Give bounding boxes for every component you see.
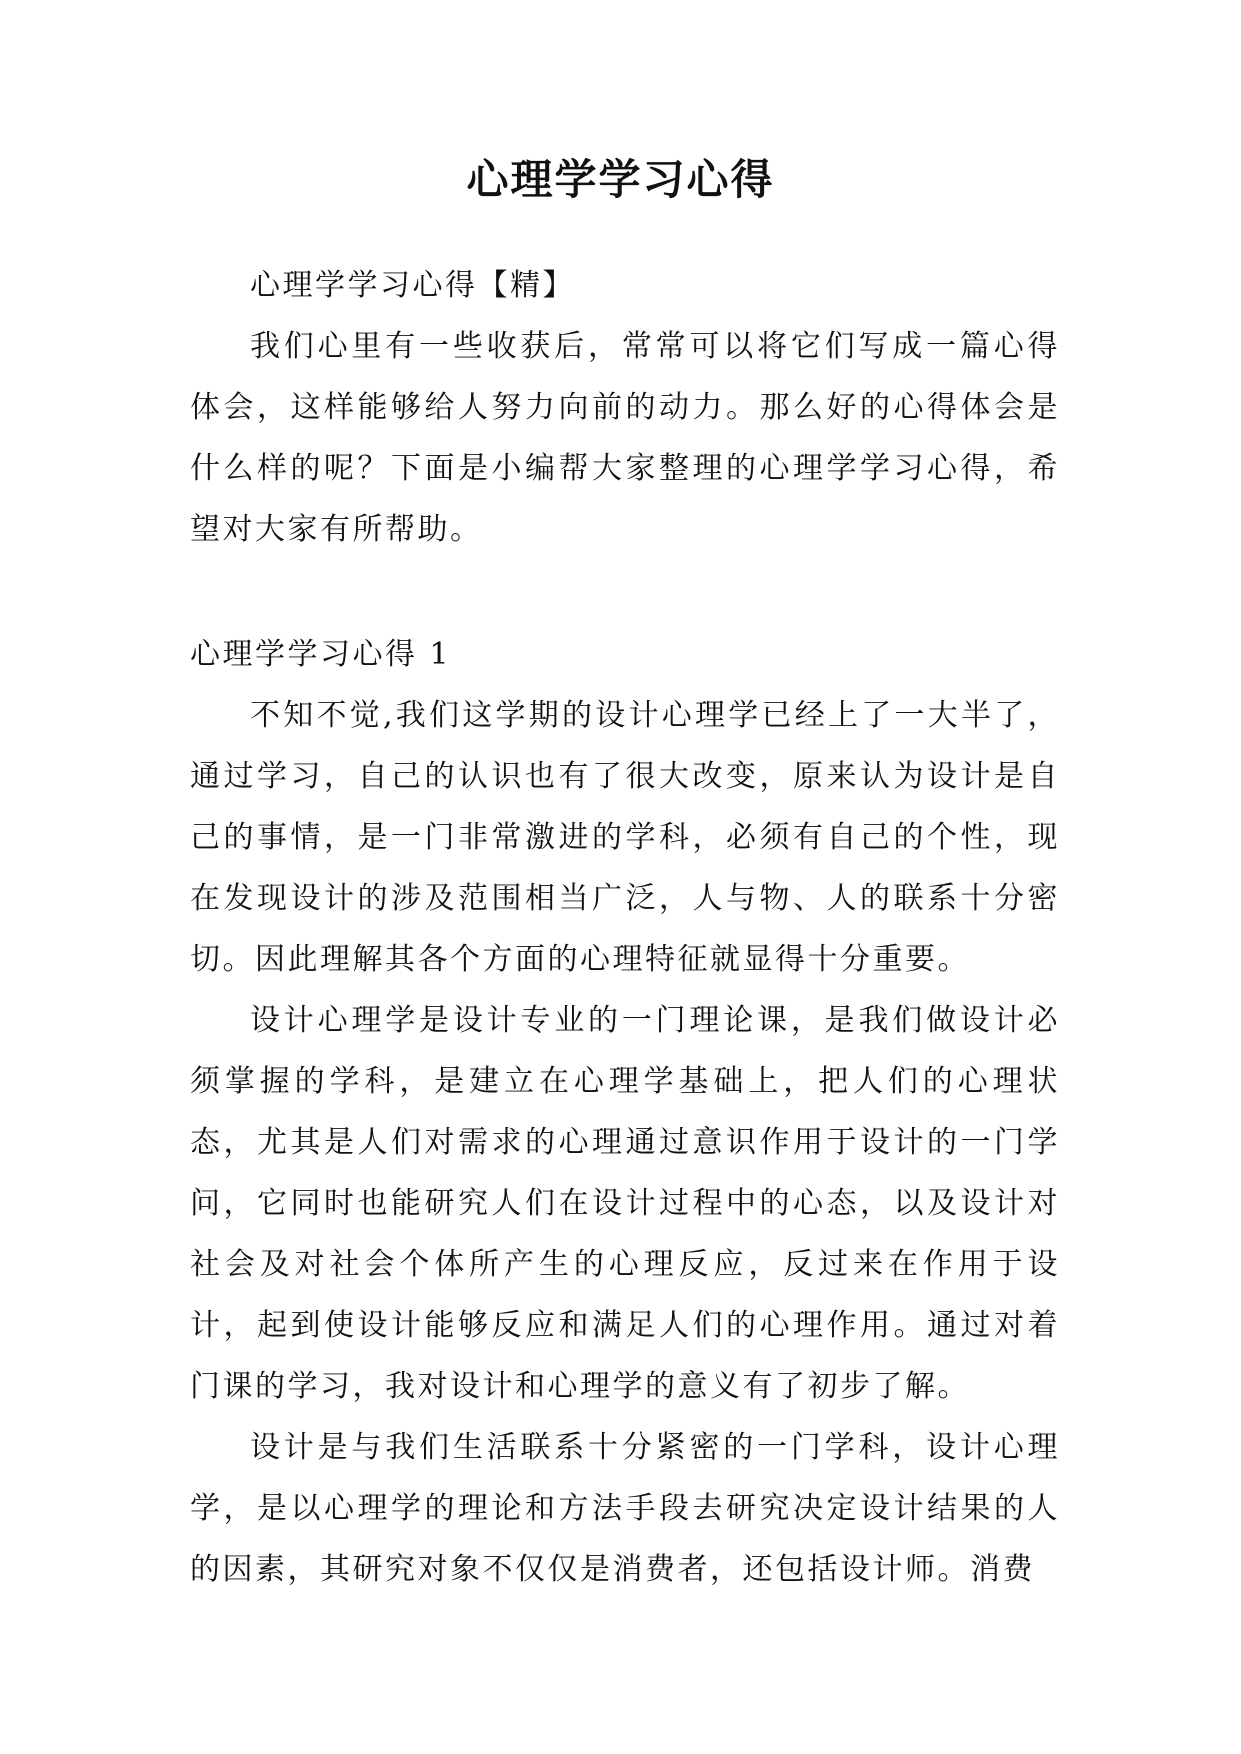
document-body	[190, 255, 1060, 1600]
body-paragraph-1: 不知不觉,我们这学期的设计心理学已经上了一大半了，通过学习，自己的认识也有了很大改变，原来认为设计是自己的事情，是一门非常激进的学科，必须有自己的个性，现在发现设计的涉及范围相当广泛，人与物、人的联系十分密切。因此理解其各个方面的心理特征就显得十分重要。	[190, 698, 1060, 977]
body-paragraph-3: 设计是与我们生活联系十分紧密的一门学科，设计心理学，是以心理学的理论和方法手段去研究决定设计结果的人的因素，其研究对象不仅仅是消费者，还包括设计师。消费	[190, 1430, 1060, 1587]
body-paragraph-2: 设计心理学是设计专业的一门理论课，是我们做设计必须掌握的学科，是建立在心理学基础上，把人们的心理状态，尤其是人们对需求的心理通过意识作用于设计的一门学问，它同时也能研究人们在设计过程中的心态，以及设计对社会及对社会个体所产生的心理反应，反过来在作用于设计，起到使设计能够反应和满足人们的心理作用。通过对着门课的学习，我对设计和心理学的意义有了初步了解。	[190, 1003, 1060, 1404]
document-title: 心理学学习心得	[466, 155, 775, 204]
section-heading: 心理学学习心得 1	[190, 637, 452, 672]
document-subtitle: 心理学学习心得【精】	[250, 268, 575, 303]
section-gap	[190, 560, 1060, 624]
intro-paragraph: 我们心里有一些收获后，常常可以将它们写成一篇心得体会，这样能够给人努力向前的动力。那么好的心得体会是什么样的呢？下面是小编帮大家整理的心理学学习心得，希望对大家有所帮助。	[190, 329, 1060, 547]
